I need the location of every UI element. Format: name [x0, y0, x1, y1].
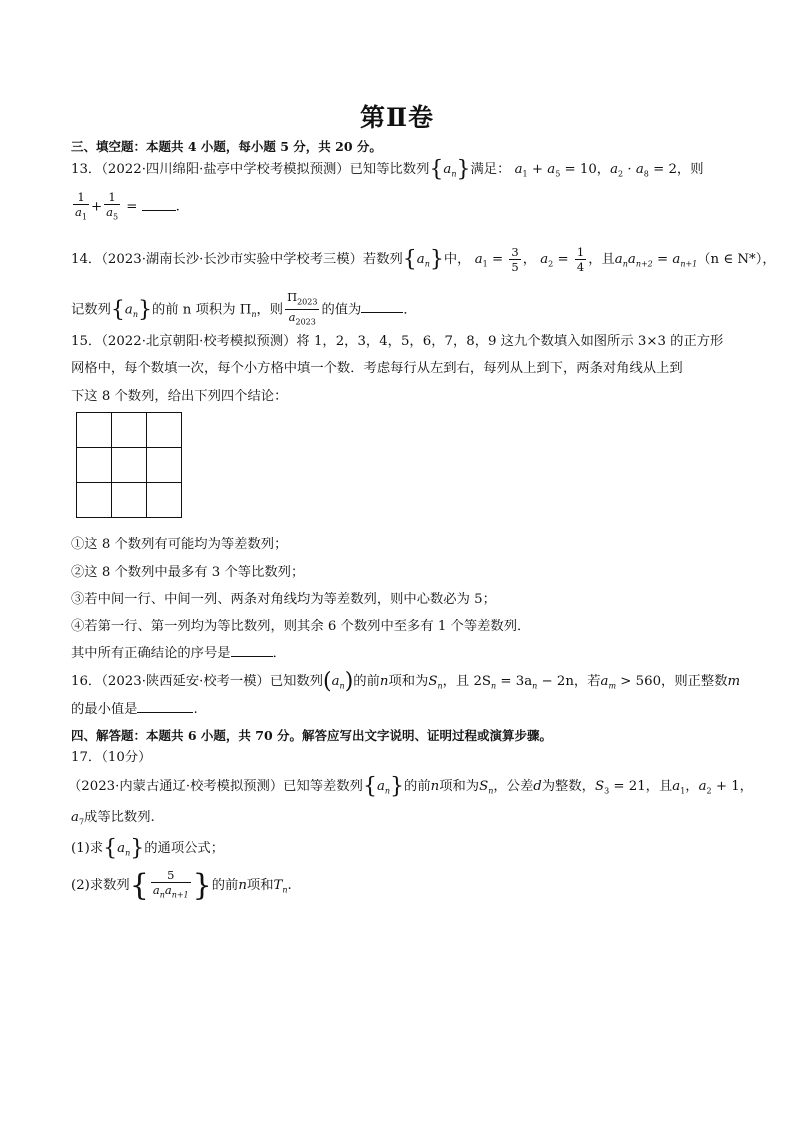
- grid-cell: [147, 413, 182, 448]
- q13-line1: 13．（2022·四川绵阳·盐亭中学校考模拟预测）已知等比数列$\{a_n\}$满足： $a_1 + a_5 = 10$，$a_2 \cdot a_8 = 2$，则: [71, 157, 704, 182]
- q17-line2: $a_7$成等比数列.: [71, 810, 155, 827]
- q16-line2: 的最小值是 .: [71, 702, 198, 717]
- grid-cell: [77, 483, 112, 518]
- q13-frac-2: $\frac{1}{a_5}$: [106, 190, 119, 222]
- grid-3x3: [76, 412, 182, 518]
- grid-cell: [77, 413, 112, 448]
- grid-cell: [147, 448, 182, 483]
- q13-line2: $\frac{1}{a_1}$ + $\frac{1}{a_5}$ = .: [71, 190, 180, 224]
- q14-line2: 记数列$\{a_n\}$的前 n 项积为 $\Pi_n$，则 $\frac{\Pi_{2023}}{a_{2023}}$ 的值为 ．: [71, 290, 417, 330]
- q16-answer-blank[interactable]: [137, 711, 193, 713]
- q13-answer-blank[interactable]: [142, 209, 176, 211]
- q13-frac-1: $\frac{1}{a_1}$: [75, 190, 87, 222]
- q16-line1: 16．（2023·陕西延安·校考一模）已知数列$(a_n)$的前n项和为$S_n$，且 $2S_n = 3a_n - 2n$，若$a_m > 560$，则正整数m: [71, 669, 741, 694]
- q17-line1: （2023·内蒙古通辽·校考模拟预测）已知等差数列$\{a_n\}$的前n项和为$S_n$，公差d为整数，$S_3 = 21$，且$a_1$，$a_2 + 1$，: [68, 774, 753, 799]
- q17-head: 17．（10分）: [71, 750, 152, 765]
- q15-conclusion-3: ③若中间一行、中间一列、两条对角线均为等差数列，则中心数必为 5；: [71, 592, 496, 607]
- q13-prefix: 13．（2022·四川绵阳·盐亭中学校考模拟预测）已知等比数列: [71, 162, 430, 177]
- q15-line3: 下这 8 个数列，给出下列四个结论：: [71, 389, 288, 404]
- q15-line1: 15．（2022·北京朝阳·校考模拟预测）将 1，2，3，4，5，6，7，8，9 这九个数填入如图所示 3×3 的正方形: [71, 334, 724, 349]
- grid-cell: [112, 483, 147, 518]
- q17-sum-frac: $\frac{5}{a_na_{n+1}}$: [152, 868, 189, 900]
- grid-cell: [77, 448, 112, 483]
- q17-part1: (1)求$\{a_n\}$的通项公式；: [71, 836, 225, 861]
- q15-line2: 网格中，每个数填一次，每个小方格中填一个数．考虑每行从左到右，每列从上到下，两条对角线从上到: [71, 361, 683, 376]
- q14-a1-frac: $\frac{3}{5}$: [511, 245, 519, 274]
- grid-cell: [147, 483, 182, 518]
- page-title: 第Ⅱ卷: [359, 103, 435, 132]
- q15-ask: 其中所有正确结论的序号是 ．: [71, 646, 286, 661]
- q14-answer-blank[interactable]: [361, 311, 403, 313]
- q15-conclusion-1: ①这 8 个数列有可能均为等差数列；: [71, 537, 288, 552]
- q14-ratio-frac: $\frac{\Pi_{2023}}{a_{2023}}$: [287, 290, 318, 327]
- section-4-heading: 四、解答题：本题共 6 小题，共 70 分。解答应写出文字说明、证明过程或演算步骤。: [71, 728, 553, 743]
- q15-conclusion-2: ②这 8 个数列中最多有 3 个等比数列；: [71, 565, 305, 580]
- q14-a2-frac: $\frac{1}{4}$: [576, 245, 585, 274]
- q17-part2: (2)求数列{ $\frac{5}{a_na_{n+1}}$ }的前n项和$T_n$.: [71, 868, 292, 903]
- grid-cell: [112, 413, 147, 448]
- q15-conclusion-4: ④若第一行、第一列均为等比数列，则其余 6 个数列中至多有 1 个等差数列．: [71, 619, 531, 634]
- grid-cell: [112, 448, 147, 483]
- q15-answer-blank[interactable]: [231, 655, 273, 657]
- q14-line1: 14．（2023·湖南长沙·长沙市实验中学校考三模）若数列$\{a_n\}$中， $a_1$ = $\frac{3}{5}$ ， $a_2$ = $\frac{1}{4}$ ，且$a_na_{n+2} = a_{n+1}(n$ ∈ N*），: [71, 245, 776, 274]
- section-3-heading: 三、填空题：本题共 4 小题，每小题 5 分，共 20 分。: [71, 139, 382, 154]
